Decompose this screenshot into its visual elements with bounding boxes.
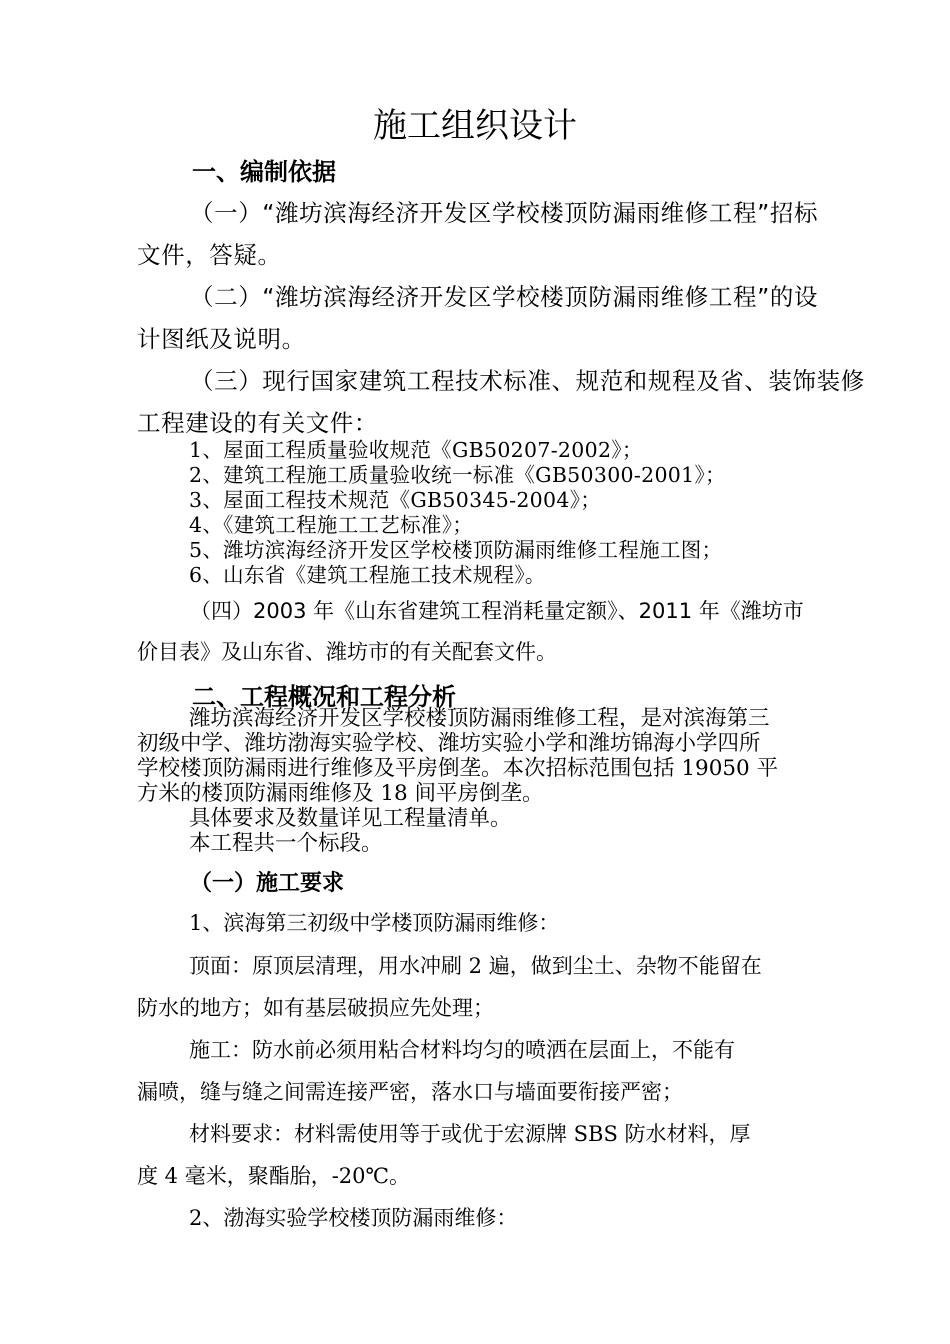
paragraph-line: （一）“潍坊滨海经济开发区学校楼顶防漏雨维修工程”招标	[190, 199, 819, 227]
paragraph-line: （二）“潍坊滨海经济开发区学校楼顶防漏雨维修工程”的设	[190, 283, 819, 311]
paragraph-line: 文件，答疑。	[137, 241, 282, 269]
paragraph-line: 学校楼顶防漏雨进行维修及平房倒垄。本次招标范围包括 19050 平	[137, 756, 779, 781]
list-item: 2、渤海实验学校楼顶防漏雨维修：	[189, 1206, 518, 1230]
document-title: 施工组织设计	[373, 106, 577, 146]
list-item: 5、潍坊滨海经济开发区学校楼顶防漏雨维修工程施工图；	[189, 538, 723, 562]
paragraph-line: 价目表》及山东省、潍坊市的有关配套文件。	[137, 640, 557, 664]
list-item: 6、山东省《建筑工程施工技术规程》。	[189, 563, 546, 587]
paragraph-line: 本工程共一个标段。	[189, 831, 383, 856]
paragraph-line: （三）现行国家建筑工程技术标准、规范和规程及省、装饰装修	[190, 367, 865, 395]
subsection-heading-requirements: （一）施工要求	[190, 871, 345, 896]
list-item: 2、建筑工程施工质量验收统一标准《GB50300-2001》；	[189, 463, 726, 487]
paragraph-line: 计图纸及说明。	[137, 325, 306, 353]
paragraph-line: 漏喷，缝与缝之间需连接严密，落水口与墙面要衔接严密；	[137, 1080, 683, 1104]
paragraph-line: 顶面：原顶层清理，用水冲刷 2 遍，做到尘土、杂物不能留在	[189, 954, 762, 978]
paragraph-line: 初级中学、潍坊渤海实验学校、潍坊实验小学和潍坊锦海小学四所	[137, 731, 761, 756]
paragraph-line: 方米的楼顶防漏雨维修及 18 间平房倒垄。	[137, 781, 544, 806]
list-item: 3、屋面工程技术规范《GB50345-2004》；	[189, 488, 602, 512]
paragraph-line: 材料要求：材料需使用等于或优于宏源牌 SBS 防水材料，厚	[189, 1122, 751, 1146]
paragraph-line: 度 4 毫米，聚酯胎，-20℃。	[137, 1164, 411, 1188]
paragraph-line: 具体要求及数量详见工程量清单。	[189, 806, 512, 831]
list-item: 4、《建筑工程施工工艺标准》；	[189, 513, 474, 537]
list-item: 1、屋面工程质量验收规范《GB50207-2002》；	[189, 438, 643, 462]
paragraph-line: 施工：防水前必须用粘合材料均匀的喷洒在层面上，不能有	[189, 1038, 735, 1062]
paragraph-line: 防水的地方；如有基层破损应先处理；	[137, 996, 494, 1020]
list-item: 1、滨海第三初级中学楼顶防漏雨维修：	[189, 911, 560, 935]
section-heading-overview: 二、工程概况和工程分析	[192, 683, 456, 711]
paragraph-line: 潍坊滨海经济开发区学校楼顶防漏雨维修工程，是对滨海第三	[189, 706, 770, 731]
paragraph-line: 工程建设的有关文件：	[137, 409, 378, 437]
section-heading-basis: 一、编制依据	[192, 158, 336, 186]
paragraph-line: （四）2003 年《山东省建筑工程消耗量定额》、2011 年《潍坊市	[190, 599, 804, 623]
